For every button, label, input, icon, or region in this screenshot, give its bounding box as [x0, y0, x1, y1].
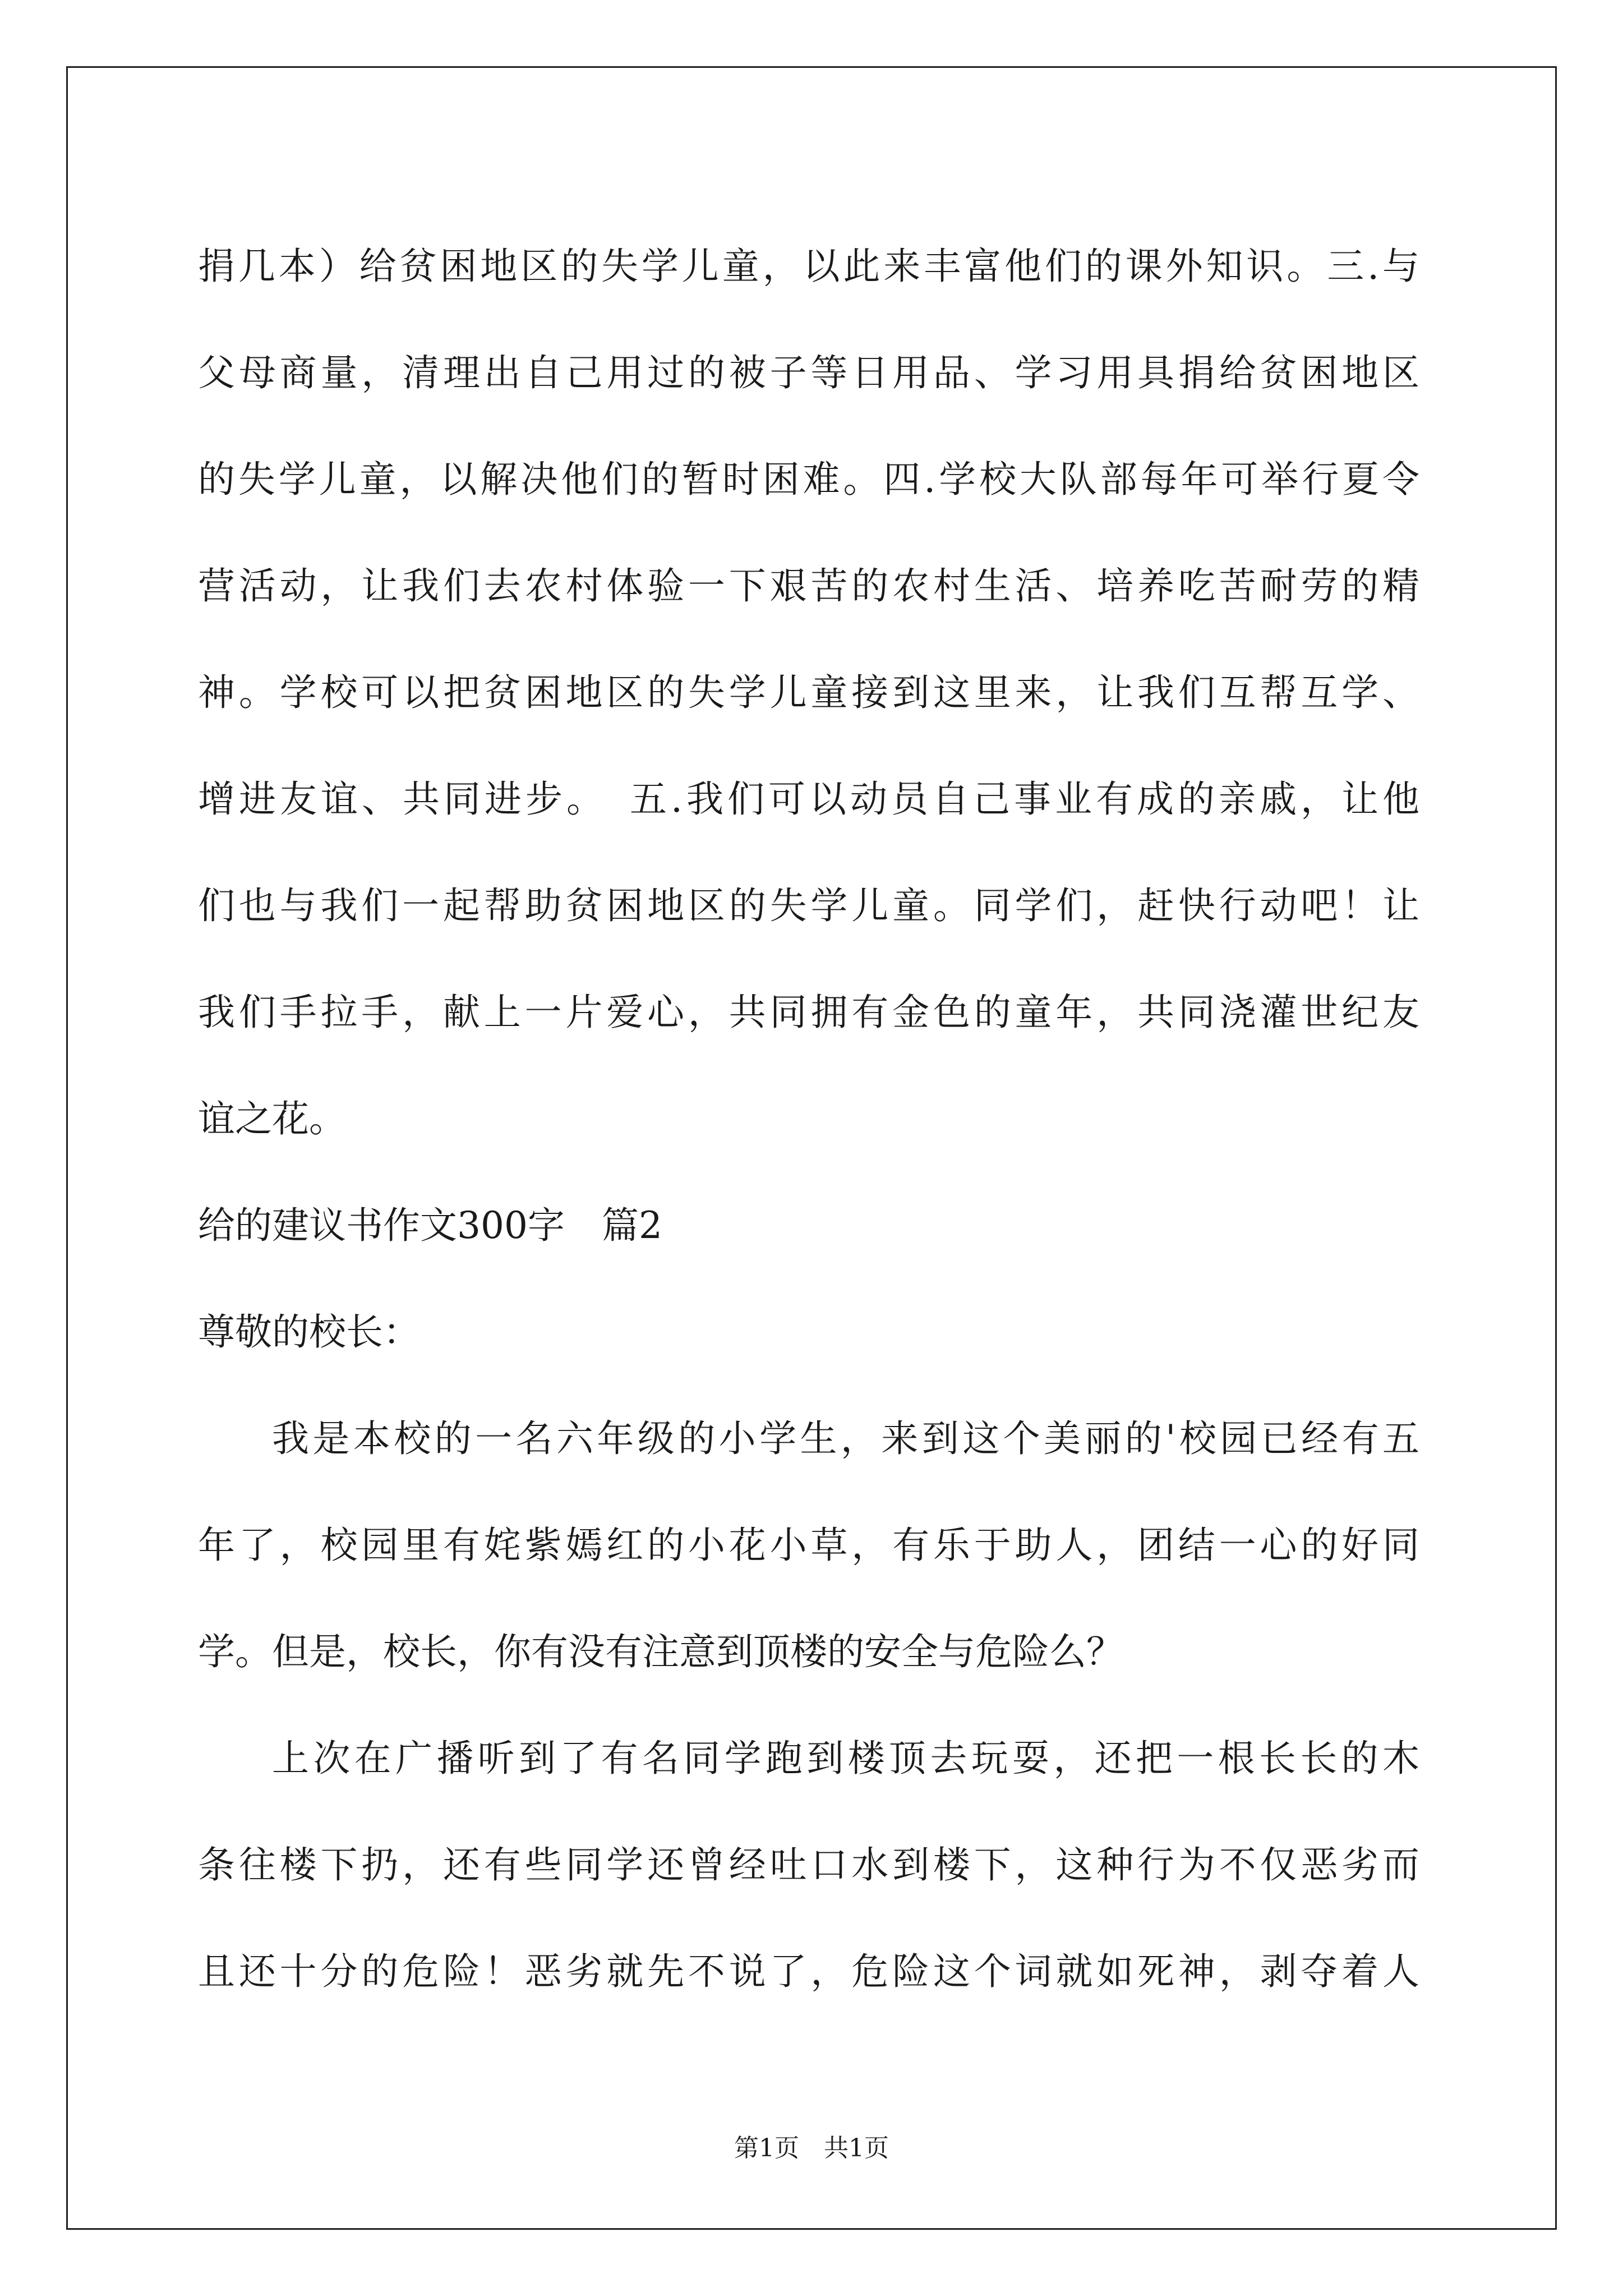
text-line: 我是本校的一名六年级的小学生，来到这个美丽的'校园已经有五 [272, 1417, 1419, 1460]
paragraph-3 [198, 1705, 1419, 2025]
salutation: 尊敬的校长： [198, 1310, 420, 1354]
document-body [198, 213, 1419, 2025]
text-line: 父母商量，清理出自己用过的被子等日用品、学习用具捐给贫困地区 [198, 351, 1419, 394]
text-line: 营活动，让我们去农村体验一下艰苦的农村生活、培养吃苦耐劳的精 [198, 564, 1419, 608]
text-line: 年了，校园里有姹紫嫣红的小花小草，有乐于助人，团结一心的好同 [198, 1524, 1419, 1567]
text-line: 且还十分的危险！恶劣就先不说了，危险这个词就如死神，剥夺着人 [198, 1950, 1419, 1993]
text-line: 增进友谊、共同进步。 五.我们可以动员自己事业有成的亲戚，让他 [198, 777, 1419, 821]
page-footer: 第1页 共1页 [734, 2134, 889, 2162]
text-line: 神。学校可以把贫困地区的失学儿童接到这里来，让我们互帮互学、 [198, 671, 1419, 714]
text-line: 谊之花。 [198, 1097, 346, 1140]
paragraph-1 [198, 213, 1419, 1172]
text-line: 我们手拉手，献上一片爱心，共同拥有金色的童年，共同浇灌世纪友 [198, 991, 1419, 1034]
text-line: 捐几本）给贫困地区的失学儿童，以此来丰富他们的课外知识。三.与 [198, 245, 1419, 288]
text-line: 上次在广播听到了有名同学跑到楼顶去玩耍，还把一根长长的木 [272, 1737, 1419, 1780]
text-line: 们也与我们一起帮助贫困地区的失学儿童。同学们，赶快行动吧！让 [198, 884, 1419, 927]
paragraph-2 [198, 1386, 1419, 1705]
section-heading: 给的建议书作文300字 篇2 [198, 1204, 662, 1247]
text-line: 学。但是，校长，你有没有注意到顶楼的安全与危险么？ [198, 1630, 1123, 1673]
text-line: 条往楼下扔，还有些同学还曾经吐口水到楼下，这种行为不仅恶劣而 [198, 1843, 1419, 1887]
text-line: 的失学儿童，以解决他们的暂时困难。四.学校大队部每年可举行夏令 [198, 458, 1419, 501]
